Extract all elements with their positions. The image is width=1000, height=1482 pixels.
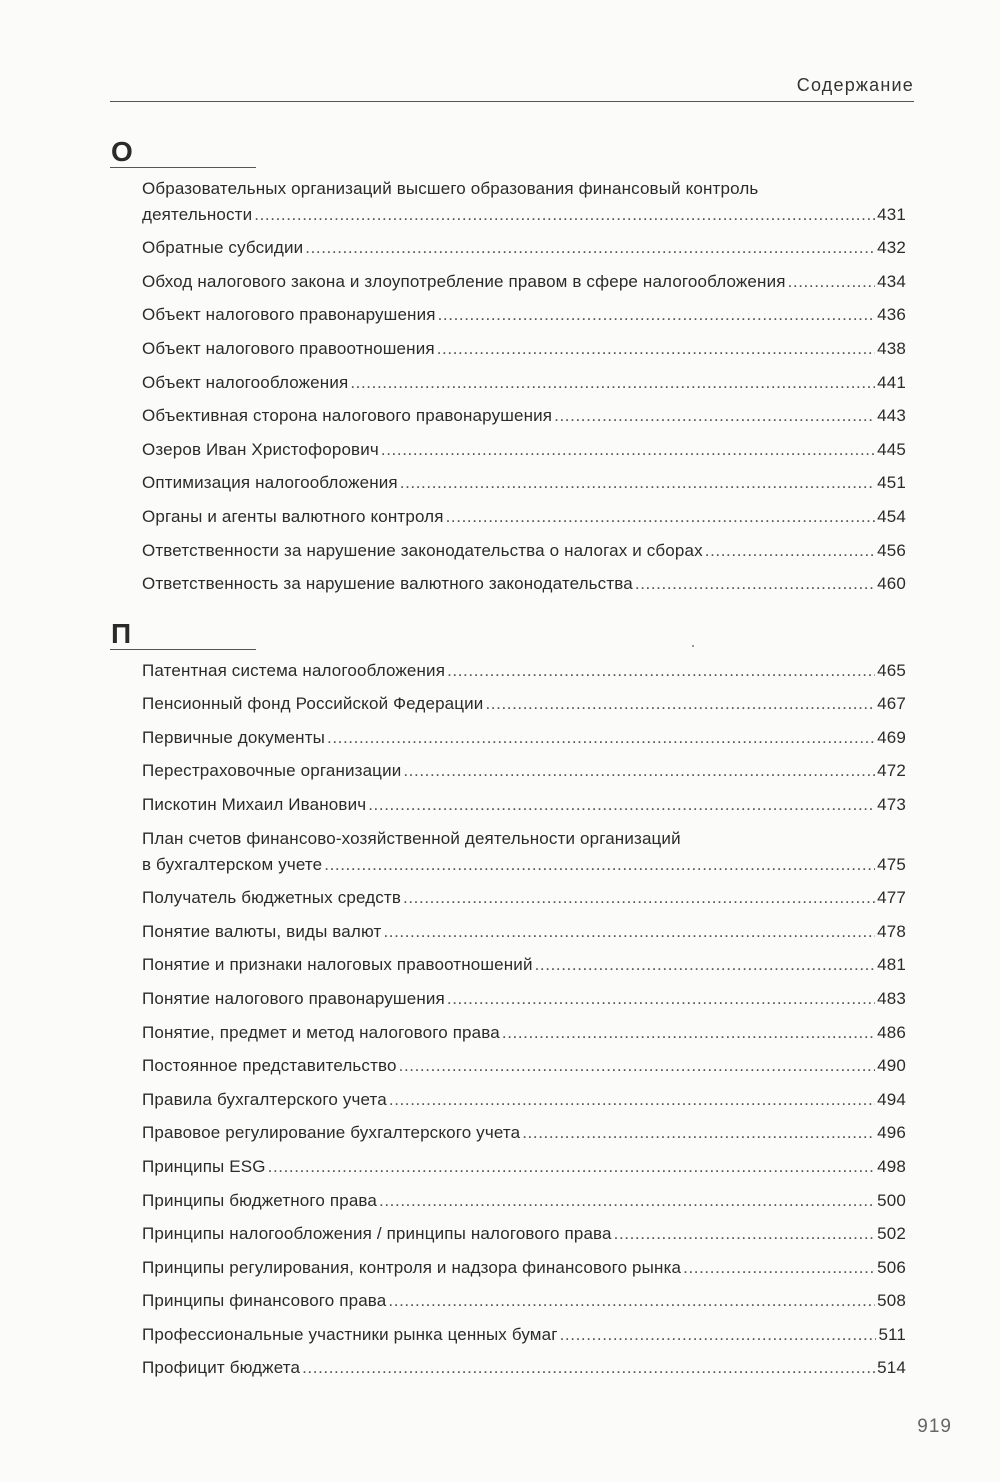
toc-entry[interactable] [142, 1255, 906, 1281]
section-letter-rule [110, 167, 256, 168]
toc-entry-line-last [142, 658, 906, 684]
toc-page-number: 441 [877, 372, 906, 392]
toc-entry-title: в бухгалтерском учете [142, 854, 323, 874]
toc-entry-line-last [142, 758, 906, 784]
toc-entry-title: Правовое регулирование бухгалтерского учета [142, 1123, 521, 1143]
dot-leader [535, 952, 876, 978]
toc-page-number: 465 [877, 660, 906, 680]
toc-page-number: 477 [877, 888, 906, 908]
toc-entry-title: Пенсионный фонд Российской Федерации [142, 694, 484, 714]
dot-leader [389, 1087, 875, 1113]
toc-entry-title: Понятие и признаки налоговых правоотношений [142, 955, 533, 975]
toc-entry-line-last [142, 571, 906, 597]
toc-entry-title: Ответственности за нарушение законодательства о налогах и сборах [142, 540, 703, 560]
toc-entry-title: План счетов финансово-хозяйственной деятельности организаций [142, 828, 681, 848]
toc-entry[interactable] [142, 504, 906, 530]
toc-page-number: 486 [877, 1022, 906, 1042]
toc-entry-title: Оптимизация налогообложения [142, 473, 398, 493]
dot-leader [635, 571, 875, 597]
toc-entry[interactable] [142, 885, 906, 911]
toc-entry-title: Получатель бюджетных средств [142, 888, 402, 908]
toc-entry[interactable] [142, 919, 906, 945]
toc-page-number: 502 [877, 1224, 906, 1244]
toc-entry[interactable] [142, 725, 906, 751]
dot-leader [447, 658, 875, 684]
toc-entry-line-last [142, 1288, 906, 1314]
dot-leader [560, 1322, 877, 1348]
dot-leader [683, 1255, 875, 1281]
toc-entry-line-last [142, 269, 906, 295]
toc-entry[interactable] [142, 1120, 906, 1146]
toc-entry-title: Профицит бюджета [142, 1358, 301, 1378]
toc-entry[interactable] [142, 403, 906, 429]
toc-entry-title: Первичные документы [142, 727, 325, 747]
toc-page-number: 500 [877, 1190, 906, 1210]
toc-entry-line-last [142, 1221, 906, 1247]
toc-entry-line-last [142, 986, 906, 1012]
dot-leader [403, 758, 875, 784]
dot-leader [438, 302, 876, 328]
toc-entry-title: Объективная сторона налогового правонарушения [142, 406, 553, 426]
toc-entry-line-last [142, 403, 906, 429]
toc-entry-line-last [142, 336, 906, 362]
toc-entry-title: Образовательных организаций высшего образования финансовый контроль [142, 178, 759, 198]
toc-page-number: 431 [877, 204, 906, 224]
toc-entry-title: Принципы ESG [142, 1156, 266, 1176]
toc-page-number: 434 [877, 271, 906, 291]
toc-entry[interactable] [142, 758, 906, 784]
toc-entry-line-last [142, 952, 906, 978]
toc-entry[interactable] [142, 269, 906, 295]
speck [692, 645, 694, 647]
toc-entry-line-last [142, 1355, 906, 1381]
dot-leader [522, 1120, 875, 1146]
toc-page-number: 475 [877, 854, 906, 874]
toc-page-number: 498 [877, 1156, 906, 1176]
toc-page-number: 436 [877, 305, 906, 325]
toc-entry-line-last [142, 1087, 906, 1113]
toc-entry-line-last [142, 1020, 906, 1046]
dot-leader [368, 792, 875, 818]
toc-page-number: 432 [877, 238, 906, 258]
dot-leader [485, 691, 875, 717]
running-head: Содержание [796, 75, 914, 95]
dot-leader [399, 1053, 876, 1079]
toc-page-number: 469 [877, 727, 906, 747]
toc-entry-line-last [142, 1322, 906, 1348]
dot-leader [302, 1355, 875, 1381]
dot-leader [400, 470, 875, 496]
dot-leader [305, 235, 875, 261]
toc-entry-title: Понятие налогового правонарушения [142, 988, 445, 1008]
toc-entry[interactable] [142, 1053, 906, 1079]
dot-leader [350, 370, 875, 396]
dot-leader [381, 437, 875, 463]
toc-entry-title: Обход налогового закона и злоупотребление правом в сфере налогообложения [142, 271, 786, 291]
toc-entry[interactable] [142, 470, 906, 496]
toc-entry[interactable] [142, 370, 906, 396]
toc-entry[interactable] [142, 1188, 906, 1214]
toc-entry[interactable] [142, 538, 906, 564]
toc-page-number: 494 [877, 1089, 906, 1109]
toc-entry-title: Принципы регулирования, контроля и надзора финансового рынка [142, 1257, 682, 1277]
toc-entry[interactable] [142, 1020, 906, 1046]
toc-entry-line-last [142, 1255, 906, 1281]
dot-leader [388, 1288, 875, 1314]
dot-leader [324, 852, 875, 878]
toc-page-number: 514 [877, 1358, 906, 1378]
toc-entry[interactable] [142, 1322, 906, 1348]
toc-entry-line-last [142, 538, 906, 564]
toc-page-number: 445 [877, 439, 906, 459]
toc-page-number: 483 [877, 988, 906, 1008]
toc-entry-line-last [142, 852, 906, 878]
dot-leader [447, 986, 875, 1012]
toc-entry[interactable] [142, 1221, 906, 1247]
dot-leader [705, 538, 875, 564]
toc-page-number: 478 [877, 921, 906, 941]
toc-page-number: 443 [877, 406, 906, 426]
toc-entry-line [142, 826, 906, 852]
toc-page-number: 473 [877, 794, 906, 814]
toc-entry-line-last [142, 470, 906, 496]
toc-entry[interactable] [142, 1288, 906, 1314]
toc-entry[interactable] [142, 826, 906, 878]
dot-leader [379, 1188, 875, 1214]
toc-page-number: 490 [877, 1056, 906, 1076]
toc-entry-line-last [142, 1154, 906, 1180]
section-p [110, 619, 906, 1381]
toc-page-number: 508 [877, 1291, 906, 1311]
toc-entry-title: Объект налогового правонарушения [142, 305, 436, 325]
header-rule [110, 101, 914, 102]
section-o [110, 137, 906, 597]
toc-entry-title: Ответственность за нарушение валютного законодательства [142, 574, 633, 594]
toc-entry-line-last [142, 437, 906, 463]
toc-entry-title: Понятие валюты, виды валют [142, 921, 382, 941]
toc-page-number: 451 [877, 473, 906, 493]
toc-entry[interactable] [142, 658, 906, 684]
section-letter-rule [110, 649, 256, 650]
dot-leader [554, 403, 875, 429]
section-letter: П [111, 618, 132, 649]
toc-entry-line-last [142, 504, 906, 530]
toc-page-number: 454 [877, 506, 906, 526]
toc-entry[interactable] [142, 986, 906, 1012]
dot-leader [502, 1020, 875, 1046]
toc-entry-title: Пискотин Михаил Иванович [142, 794, 367, 814]
toc-entry-title: Озеров Иван Христофорович [142, 439, 379, 459]
toc-entry-title: Органы и агенты валютного контроля [142, 506, 444, 526]
toc-page-number: 481 [877, 955, 906, 975]
dot-leader [268, 1154, 876, 1180]
toc-page-number: 511 [878, 1324, 906, 1344]
toc-entry-line-last [142, 919, 906, 945]
toc-entry-title: Патентная система налогообложения [142, 660, 446, 680]
toc-entry-line-last [142, 792, 906, 818]
toc-entry[interactable] [142, 235, 906, 261]
dot-leader [788, 269, 876, 295]
toc-entry-title: Перестраховочные организации [142, 761, 402, 781]
dot-leader [437, 336, 875, 362]
toc-entry[interactable] [142, 792, 906, 818]
toc-entry-title: Принципы налогообложения / принципы налогового права [142, 1224, 612, 1244]
toc-entry-title: Профессиональные участники рынка ценных бумаг [142, 1324, 558, 1344]
dot-leader [614, 1221, 876, 1247]
toc-page-number: 438 [877, 338, 906, 358]
toc-entry[interactable] [142, 1154, 906, 1180]
toc-page-number: 472 [877, 761, 906, 781]
toc-entry-line-last [142, 885, 906, 911]
dot-leader [254, 202, 875, 228]
toc-entry-line-last [142, 691, 906, 717]
toc-entry[interactable] [142, 302, 906, 328]
toc-page-number: 460 [877, 574, 906, 594]
toc-entry[interactable] [142, 1087, 906, 1113]
toc-entry-line-last [142, 725, 906, 751]
toc-entry-title: Понятие, предмет и метод налогового права [142, 1022, 500, 1042]
section-letter: О [111, 136, 133, 167]
toc-entry-title: Постоянное представительство [142, 1056, 397, 1076]
toc-entry-title: Объект налогового правоотношения [142, 338, 435, 358]
dot-leader [403, 885, 875, 911]
toc-entry-line [142, 176, 906, 202]
toc-entries [110, 176, 906, 598]
toc-page-number: 467 [877, 694, 906, 714]
toc-entry[interactable] [142, 952, 906, 978]
toc-entry-line-last [142, 370, 906, 396]
toc-entry-title: Принципы финансового права [142, 1291, 387, 1311]
toc-page-number: 496 [877, 1123, 906, 1143]
toc-entry-line-last [142, 1053, 906, 1079]
toc-entries [110, 658, 906, 1382]
toc-entry-line-last [142, 202, 906, 228]
toc-entry-line-last [142, 1120, 906, 1146]
toc-entry[interactable] [142, 691, 906, 717]
toc-entry-title: Обратные субсидии [142, 238, 304, 258]
toc-entry[interactable] [142, 437, 906, 463]
page-number: 919 [917, 1416, 952, 1437]
toc-entry-title: Объект налогообложения [142, 372, 349, 392]
toc-entry-title: деятельности [142, 204, 253, 224]
dot-leader [327, 725, 875, 751]
toc-entry[interactable] [142, 336, 906, 362]
toc-entry-line-last [142, 1188, 906, 1214]
toc-entry-line-last [142, 302, 906, 328]
toc-page-number: 456 [877, 540, 906, 560]
dot-leader [446, 504, 876, 530]
toc-entry[interactable] [142, 1355, 906, 1381]
toc-entry-title: Принципы бюджетного права [142, 1190, 378, 1210]
dot-leader [383, 919, 875, 945]
toc-entry[interactable] [142, 176, 906, 228]
toc-entry-line-last [142, 235, 906, 261]
toc-page-number: 506 [877, 1257, 906, 1277]
toc-entry-title: Правила бухгалтерского учета [142, 1089, 387, 1109]
toc-entry[interactable] [142, 571, 906, 597]
